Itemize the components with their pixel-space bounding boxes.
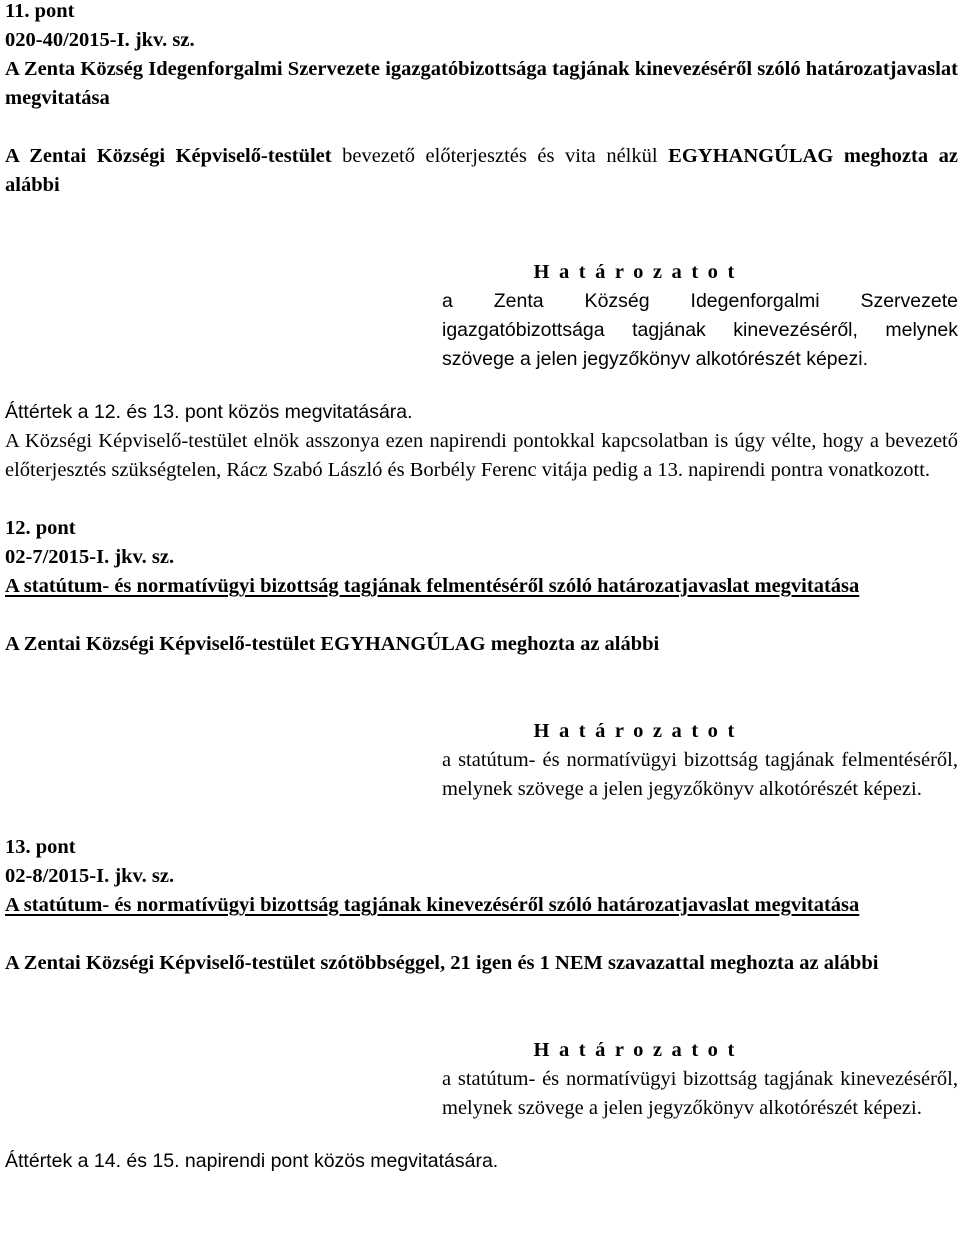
- item-11-intro-middle: bevezető előterjesztés és vita nélkül: [342, 145, 658, 167]
- item-11-intro-prefix: A Zentai Községi Képviselő-testület: [5, 145, 332, 167]
- item-11-resolution-text: a Zenta Község Idegenforgalmi Szervezete igazgatóbizottsága tagjának kinevezéséről, melynek szövege a jelen jegyzőkönyv alkotórészét képezi.: [442, 290, 958, 370]
- item-12-doc-number: 02-7/2015-I. jkv. sz.: [5, 546, 175, 568]
- item-12-title: A statútum- és normatívügyi bizottság tagjának felmentéséről szóló határozatjavaslat megvitatása: [5, 575, 860, 597]
- item-11-title: A Zenta Község Idegenforgalmi Szervezete igazgatóbizottsága tagjának kinevezéséről szóló határozatjavaslat megvitatása: [5, 58, 958, 109]
- item-11-intro-suffix: EGYHANGÚLAG meghozta az alábbi: [5, 145, 958, 196]
- item-12-resolution: [442, 717, 958, 804]
- item-11-heading: 11. pont: [5, 0, 75, 22]
- item-12-intro: A Zentai Községi Képviselő-testület EGYHANGÚLAG meghozta az alábbi: [5, 633, 660, 655]
- item-12-resolution-text: a statútum- és normatívügyi bizottság tagjának felmentéséről, melynek szövege a jelen jegyzőkönyv alkotórészét képezi.: [442, 749, 958, 800]
- item-13-intro: A Zentai Községi Képviselő-testület szótöbbséggel, 21 igen és 1 NEM szavazattal meghozta az alábbi: [5, 952, 879, 974]
- item-11-resolution: [442, 258, 958, 374]
- item-13-heading: 13. pont: [5, 836, 76, 858]
- discussion-paragraph: A Községi Képviselő-testület elnök asszonya ezen napirendi pontokkal kapcsolatban is úgy vélte, hogy a bevezető előterjesztés szükségtelen, Rácz Szabó László és Borbély Ferenc vitája pedig a 13. napirendi pontra vonatkozott.: [5, 430, 958, 481]
- item-12-resolution-word: H a t á r o z a t o t: [533, 720, 737, 742]
- item-11-resolution-word: H a t á r o z a t o t: [533, 261, 737, 283]
- item-11-doc-number: 020-40/2015-I. jkv. sz.: [5, 29, 195, 51]
- item-13-resolution-text: a statútum- és normatívügyi bizottság tagjának kinevezéséről, melynek szövege a jelen jegyzőkönyv alkotórészét képezi.: [442, 1068, 958, 1119]
- item-13-title: A statútum- és normatívügyi bizottság tagjának kinevezéséről szóló határozatjavaslat megvitatása: [5, 894, 860, 916]
- item-11-intro: [5, 142, 958, 200]
- transition-14-15: Áttértek a 14. és 15. napirendi pont közös megvitatására.: [5, 1150, 499, 1172]
- item-13-resolution: [442, 1036, 958, 1123]
- item-13-doc-number: 02-8/2015-I. jkv. sz.: [5, 865, 175, 887]
- transition-12-13: Áttértek a 12. és 13. pont közös megvitatására.: [5, 401, 413, 423]
- item-12-heading: 12. pont: [5, 517, 76, 539]
- item-13-resolution-word: H a t á r o z a t o t: [533, 1039, 737, 1061]
- document-page: [5, 0, 958, 1176]
